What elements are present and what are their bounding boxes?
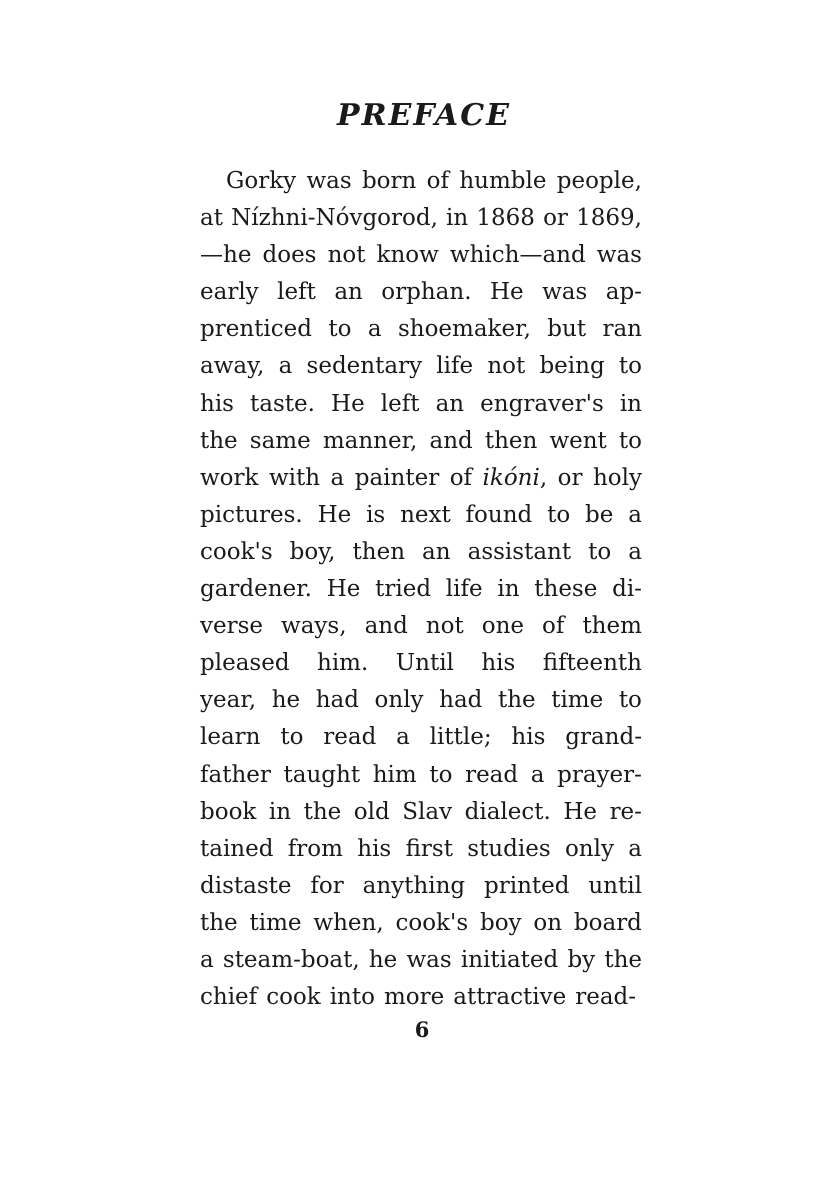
text-line: away, a sedentary life not being to xyxy=(200,353,642,380)
text-line: the same manner, and then went to xyxy=(200,427,642,454)
text-line: gardener. He tried life in these di- xyxy=(200,576,642,603)
text-line: chief cook into more attractive read- xyxy=(200,984,637,1011)
text-line: pleased him. Until his fifteenth xyxy=(200,650,642,677)
text-line: his taste. He left an engraver's in xyxy=(200,390,642,417)
text-line: cook's boy, then an assistant to a xyxy=(200,538,642,565)
text-line: Gorky was born of humble people, xyxy=(226,168,642,194)
text-line: distaste for anything printed until xyxy=(200,872,642,899)
text-line: verse ways, and not one of them xyxy=(200,613,642,640)
text-line: father taught him to read a prayer- xyxy=(200,761,642,788)
text-line: prenticed to a shoemaker, but ran xyxy=(200,316,642,343)
text-line: tained from his first studies only a xyxy=(200,835,642,862)
text-line: early left an orphan. He was ap- xyxy=(200,279,642,306)
text-line: a steam-boat, he was initiated by the xyxy=(200,946,642,973)
text-line: —he does not know which—and was xyxy=(200,242,642,269)
text-line: work with a painter of ikóni, or holy xyxy=(200,464,642,491)
text-line: the time when, cook's boy on board xyxy=(200,909,642,936)
text-line: learn to read a little; his grand- xyxy=(200,724,642,751)
text-line: book in the old Slav dialect. He re- xyxy=(200,798,642,825)
page-title: PREFACE xyxy=(337,98,511,133)
text-line: at Nízhni-Nóvgorod, in 1868 or 1869, xyxy=(200,205,642,232)
text-line: year, he had only had the time to xyxy=(200,687,642,714)
preface-body xyxy=(200,163,642,1016)
page-number: 6 xyxy=(414,1017,430,1042)
text-line: pictures. He is next found to be a xyxy=(200,501,642,528)
